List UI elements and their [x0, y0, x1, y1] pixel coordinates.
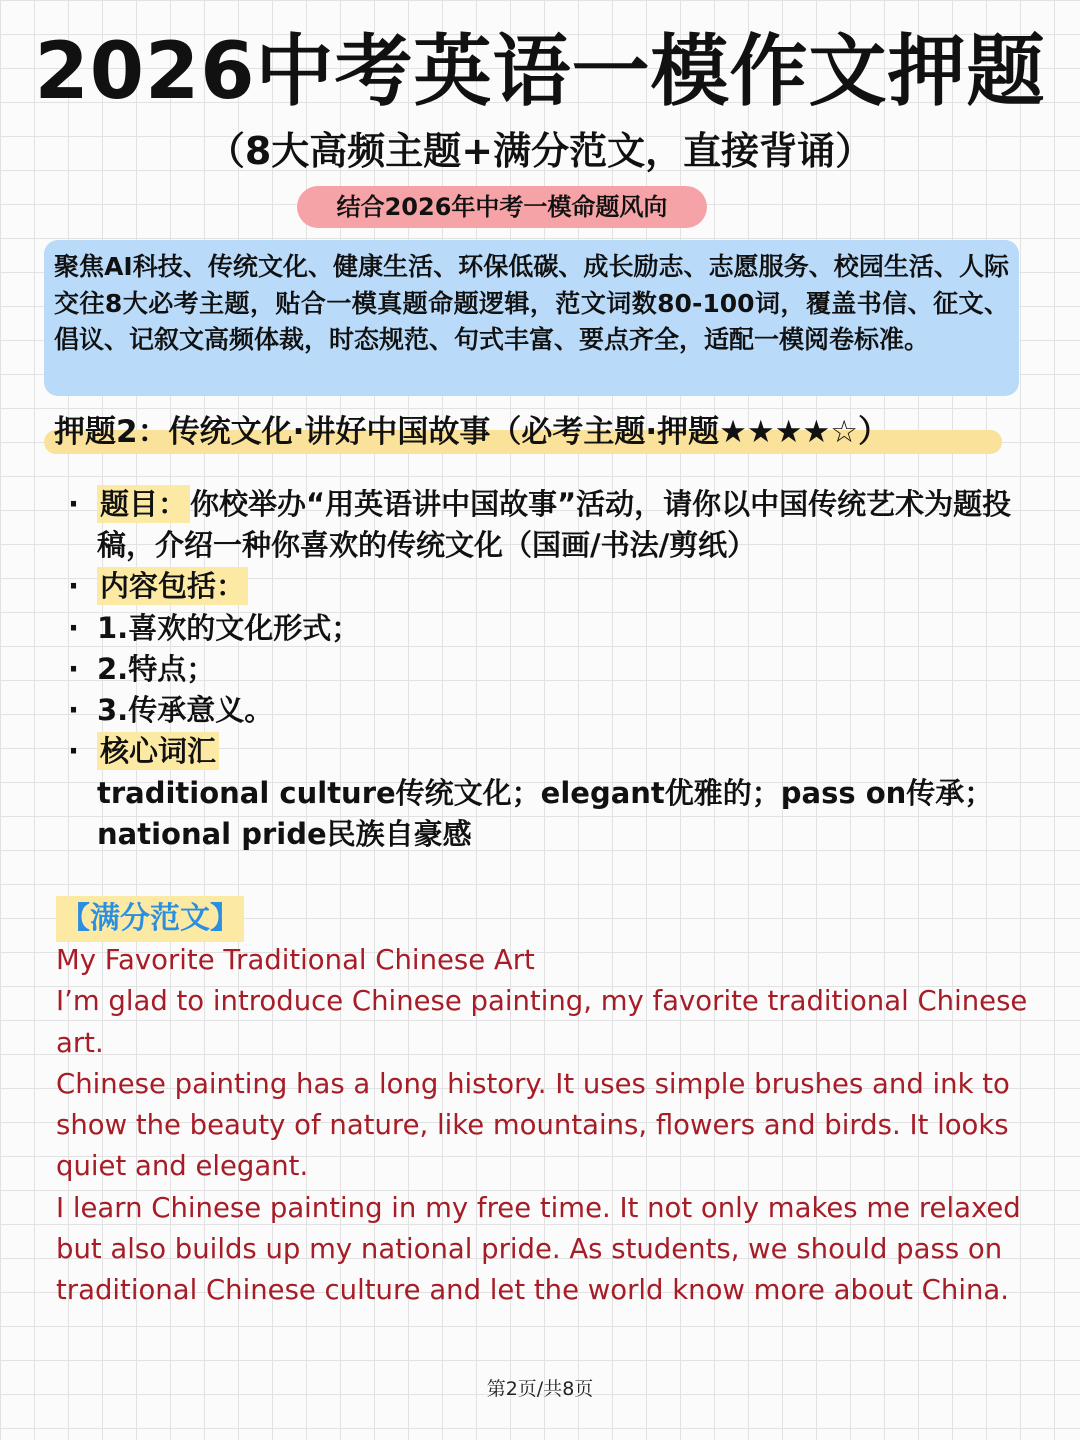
- bullet-dot: ·: [68, 610, 80, 645]
- list-item-point: [66, 608, 1026, 649]
- list-item-point: [66, 649, 1026, 690]
- intro-box: 聚焦AI科技、传统文化、健康生活、环保低碳、成长励志、志愿服务、校园生活、人际交往8大必考主题，贴合一模真题命题逻辑，范文词数80-100词，覆盖书信、征文、倡议、记叙文高频体裁，时态规范、句式丰富、要点齐全，适配一模阅卷标准。: [44, 240, 1019, 396]
- bullet-list: [66, 484, 1026, 772]
- list-item-vocab: [66, 731, 1026, 772]
- section-heading: [44, 404, 1004, 460]
- bullet-dot: ·: [68, 569, 80, 604]
- essay-paragraph: Chinese painting has a long history. It uses simple brushes and ink to show the beauty of nature, like mountains, flowers and birds. It looks quiet and elegant.: [56, 1067, 1010, 1183]
- heading-text: 押题2：传统文化·讲好中国故事（必考主题·押题★★★★☆）: [54, 414, 890, 450]
- sample-essay: [56, 940, 1031, 1312]
- list-item-topic: [66, 484, 1026, 566]
- point-text: 2.特点；: [97, 651, 216, 686]
- sample-label: 【满分范文】: [56, 896, 244, 942]
- essay-paragraph: I’m glad to introduce Chinese painting, my favorite traditional Chinese art.: [56, 985, 1028, 1059]
- vocab-text: traditional culture传统文化；elegant优雅的；pass on传承；national pride民族自豪感: [97, 776, 994, 852]
- bullet-dot: ·: [68, 651, 80, 686]
- page-title: 2026中考英语一模作文押题: [34, 27, 1046, 117]
- topic-label: 题目：: [97, 485, 190, 523]
- page-subtitle: （8大高频主题+满分范文，直接背诵）: [206, 129, 874, 173]
- topic-text: 你校举办“用英语讲中国故事”活动，请你以中国传统艺术为题投稿，介绍一种你喜欢的传统文化（国画/书法/剪纸）: [97, 487, 1012, 563]
- list-item-content: [66, 566, 1026, 607]
- list-item-point: [66, 690, 1026, 731]
- essay-paragraph: I learn Chinese painting in my free time. It not only makes me relaxed but also builds up my national pride. As students, we should pass on traditional Chinese culture and let the world know more about China.: [56, 1191, 1021, 1307]
- vocab-label: 核心词汇: [97, 732, 219, 770]
- bullet-dot: ·: [68, 487, 80, 521]
- tag-pill: 结合2026年中考一模命题风向: [297, 186, 707, 228]
- bullet-dot: ·: [68, 734, 80, 769]
- essay-title: My Favorite Traditional Chinese Art: [56, 944, 535, 976]
- page-number: 第2页/共8页: [486, 1378, 594, 1400]
- point-text: 3.传承意义。: [97, 693, 274, 728]
- content-label: 内容包括：: [97, 567, 248, 605]
- point-text: 1.喜欢的文化形式；: [97, 610, 361, 645]
- bullet-dot: ·: [68, 693, 80, 728]
